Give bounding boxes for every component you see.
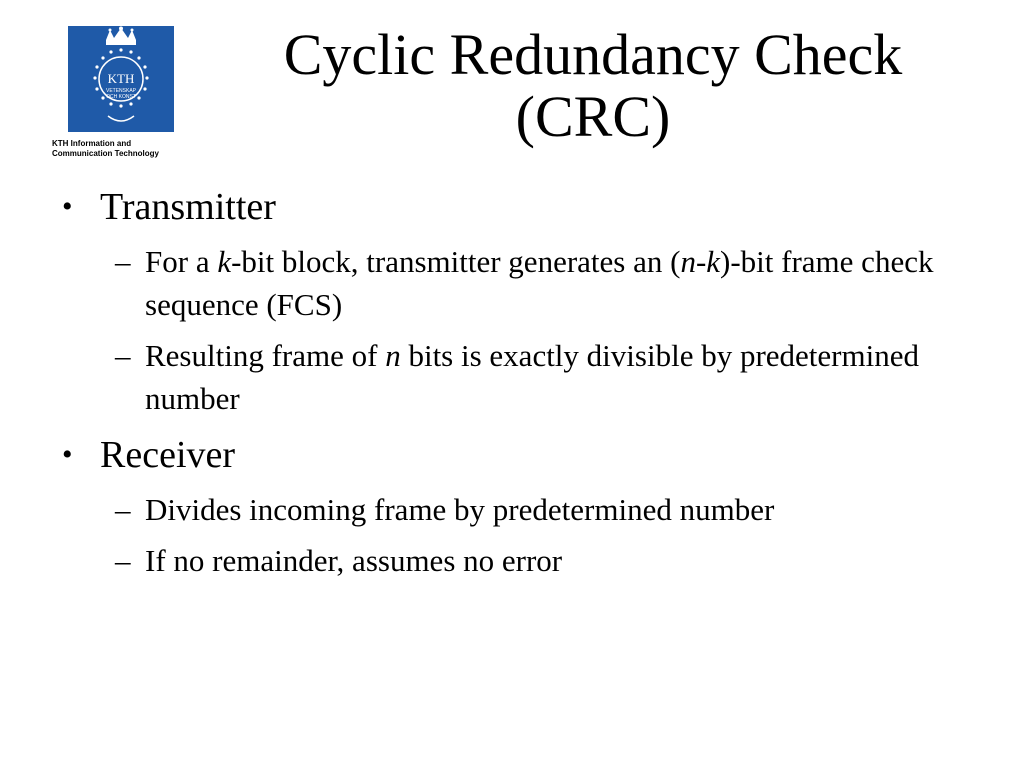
sub-item-text: - (695, 244, 707, 279)
sub-item-text: -bit block, transmitter generates an ( (231, 244, 681, 279)
sub-item-text: For a (145, 244, 218, 279)
bullet-label: Transmitter (100, 186, 276, 228)
var-n: n (680, 244, 696, 279)
sub-item-text: )-bit frame check sequence (FCS) (145, 244, 934, 322)
var-k: k (217, 244, 232, 279)
bullet-transmitter (56, 186, 976, 420)
sub-item-divides (100, 488, 965, 531)
logo-caption-line-2: Communication Technology (52, 149, 159, 158)
dash-icon: – (115, 244, 131, 279)
bullet-label: Receiver (100, 434, 236, 476)
sub-item-text: Resulting frame of (145, 338, 386, 373)
bullet-dot-icon: • (62, 438, 73, 471)
sub-item-no-remainder (100, 539, 965, 582)
logo-caption (52, 139, 192, 159)
sub-item-text: If no remainder, assumes no error (145, 543, 563, 578)
logo-caption-line-1: KTH Information and (52, 139, 132, 148)
dash-icon: – (115, 492, 131, 527)
logo-sub-text-1: VETENSKAP (105, 88, 137, 94)
bullet-dot-icon: • (62, 190, 73, 223)
sub-list-receiver (100, 488, 976, 582)
sub-item-divisible (100, 334, 965, 420)
logo-sub-text-2: OCH KONST (106, 94, 136, 100)
slide-title-line-1: Cyclic Redundancy Check (283, 22, 903, 87)
var-n: n (385, 338, 401, 373)
bullet-receiver (56, 434, 976, 582)
sub-item-text: bits is exactly divisible by predetermined number (145, 338, 919, 416)
sub-list-transmitter (100, 240, 976, 420)
slide-body (56, 186, 976, 596)
slide-title-line-2: (CRC) (515, 84, 671, 149)
logo-main-text: KTH (107, 71, 135, 86)
sub-item-fcs (100, 240, 965, 326)
slide-title (228, 24, 958, 148)
sub-item-text: Divides incoming frame by predetermined number (145, 492, 775, 527)
kth-crest-icon (68, 26, 174, 132)
var-k: k (706, 244, 721, 279)
dash-icon: – (115, 543, 131, 578)
dash-icon: – (115, 338, 131, 373)
